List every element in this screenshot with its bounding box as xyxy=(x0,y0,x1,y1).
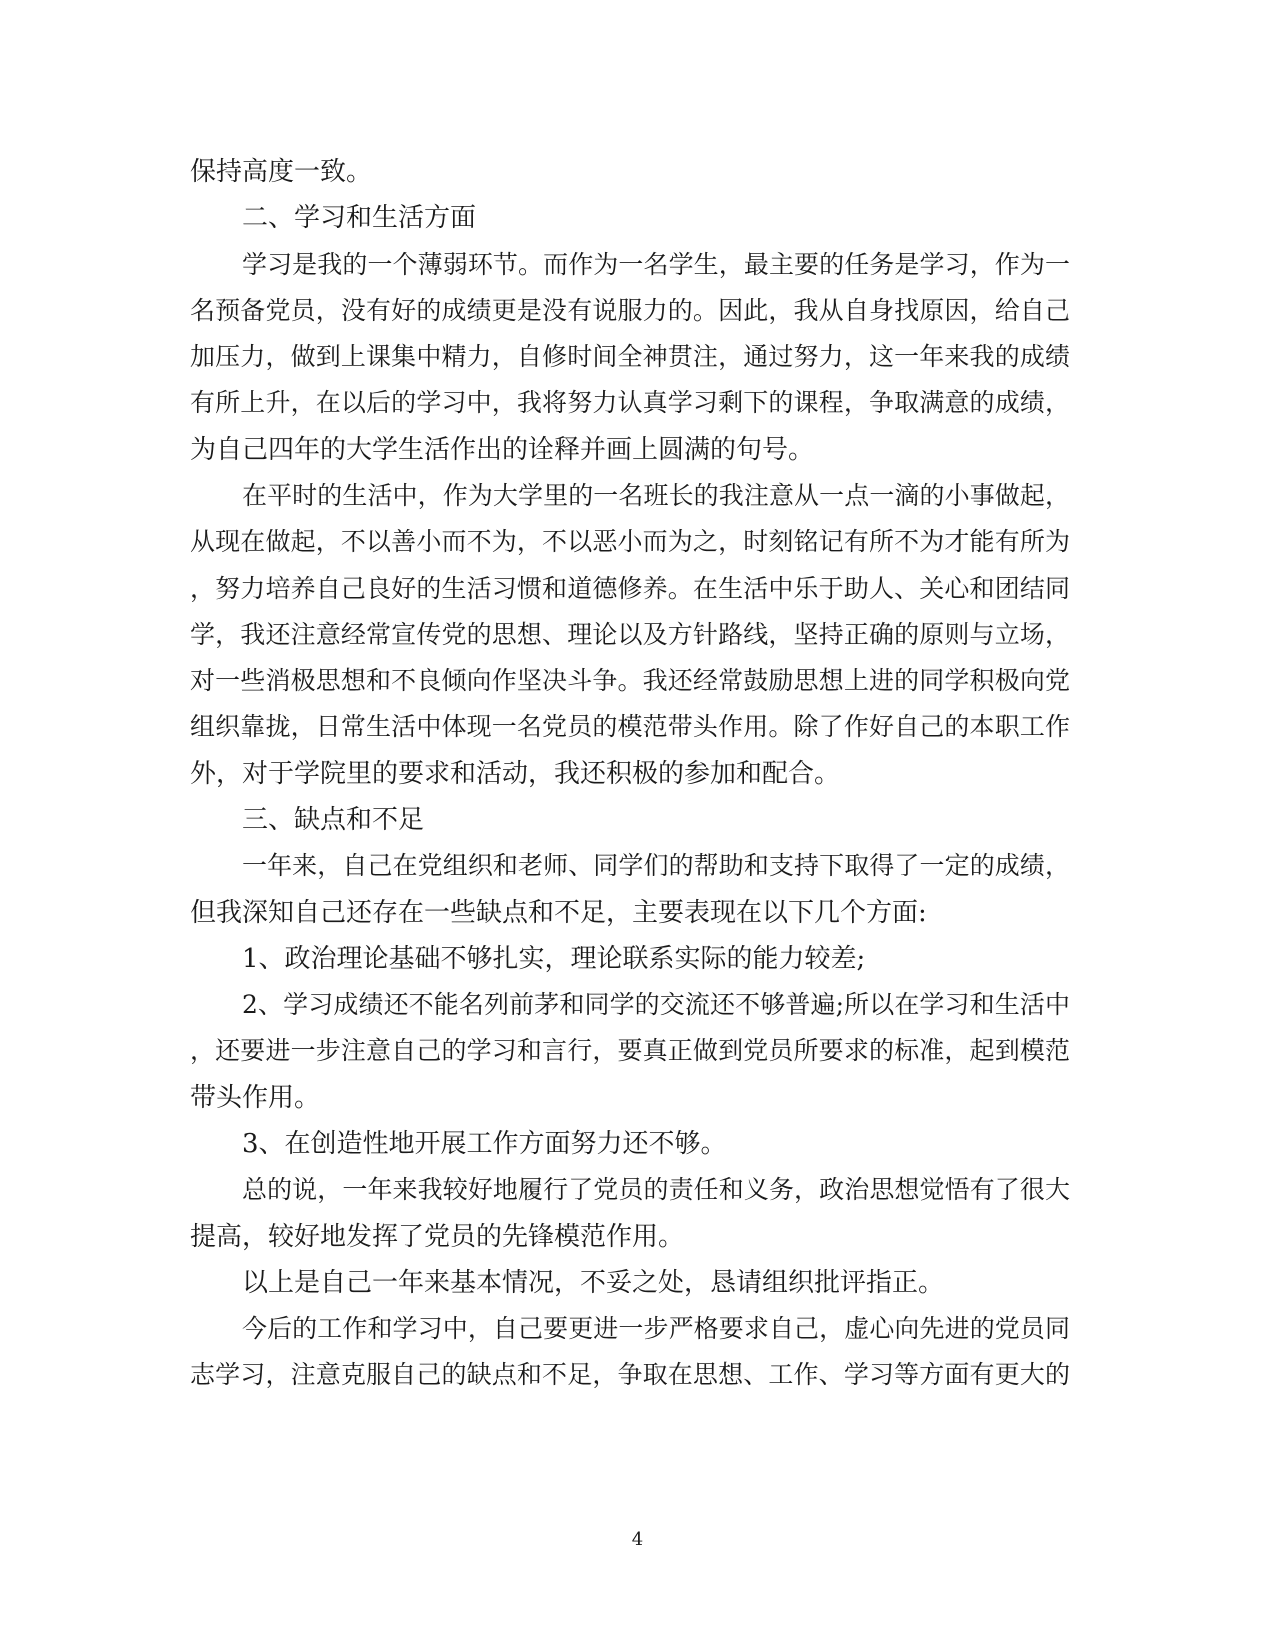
text-line: 有所上升，在以后的学习中，我将努力认真学习剩下的课程，争取满意的成绩， xyxy=(190,388,1070,417)
text-line: ，还要进一步注意自己的学习和言行，要真正做到党员所要求的标准，起到模范 xyxy=(190,1036,1070,1065)
text-line: 为自己四年的大学生活作出的诠释并画上圆满的句号。 xyxy=(190,435,815,465)
list-item: 2、学习成绩还不能名列前茅和同学的交流还不够普遍;所以在学习和生活中 xyxy=(242,990,1070,1019)
text-line: 志学习，注意克服自己的缺点和不足，争取在思想、工作、学习等方面有更大的 xyxy=(190,1360,1070,1389)
text-line: 保持高度一致。 xyxy=(190,157,373,187)
text-line: 对一些消极思想和不良倾向作坚决斗争。我还经常鼓励思想上进的同学积极向党 xyxy=(190,666,1070,695)
text-line: 加压力，做到上课集中精力，自修时间全神贯注，通过努力，这一年来我的成绩 xyxy=(190,342,1070,371)
text-line: 今后的工作和学习中，自己要更进一步严格要求自己，虚心向先进的党员同 xyxy=(242,1314,1070,1343)
list-item: 1、政治理论基础不够扎实，理论联系实际的能力较差; xyxy=(242,944,866,974)
page-number: 4 xyxy=(631,1529,644,1550)
text-line: 带头作用。 xyxy=(190,1083,321,1113)
section-heading: 三、缺点和不足 xyxy=(242,805,425,835)
text-line: 总的说，一年来我较好地履行了党员的责任和义务，政治思想觉悟有了很大 xyxy=(242,1175,1070,1204)
text-line: 以上是自己一年来基本情况，不妥之处，恳请组织批评指正。 xyxy=(242,1268,945,1298)
text-line: ，努力培养自己良好的生活习惯和道德修养。在生活中乐于助人、关心和团结同 xyxy=(190,574,1070,603)
text-line: 外，对于学院里的要求和活动，我还积极的参加和配合。 xyxy=(190,759,841,789)
text-line: 学，我还注意经常宣传党的思想、理论以及方针路线，坚持正确的原则与立场， xyxy=(190,620,1070,649)
text-line: 组织靠拢，日常生活中体现一名党员的模范带头作用。除了作好自己的本职工作 xyxy=(190,712,1070,741)
section-heading: 二、学习和生活方面 xyxy=(242,203,477,233)
text-line: 在平时的生活中，作为大学里的一名班长的我注意从一点一滴的小事做起， xyxy=(242,481,1070,510)
text-line: 名预备党员，没有好的成绩更是没有说服力的。因此，我从自身找原因，给自己 xyxy=(190,296,1070,325)
text-line: 提高，较好地发挥了党员的先锋模范作用。 xyxy=(190,1222,685,1252)
text-line: 但我深知自己还存在一些缺点和不足，主要表现在以下几个方面: xyxy=(190,898,927,928)
list-item: 3、在创造性地开展工作方面努力还不够。 xyxy=(242,1129,727,1159)
text-line: 从现在做起，不以善小而不为，不以恶小而为之，时刻铭记有所不为才能有所为 xyxy=(190,527,1070,556)
text-line: 一年来，自己在党组织和老师、同学们的帮助和支持下取得了一定的成绩， xyxy=(242,851,1070,880)
text-line: 学习是我的一个薄弱环节。而作为一名学生，最主要的任务是学习，作为一 xyxy=(242,250,1070,279)
